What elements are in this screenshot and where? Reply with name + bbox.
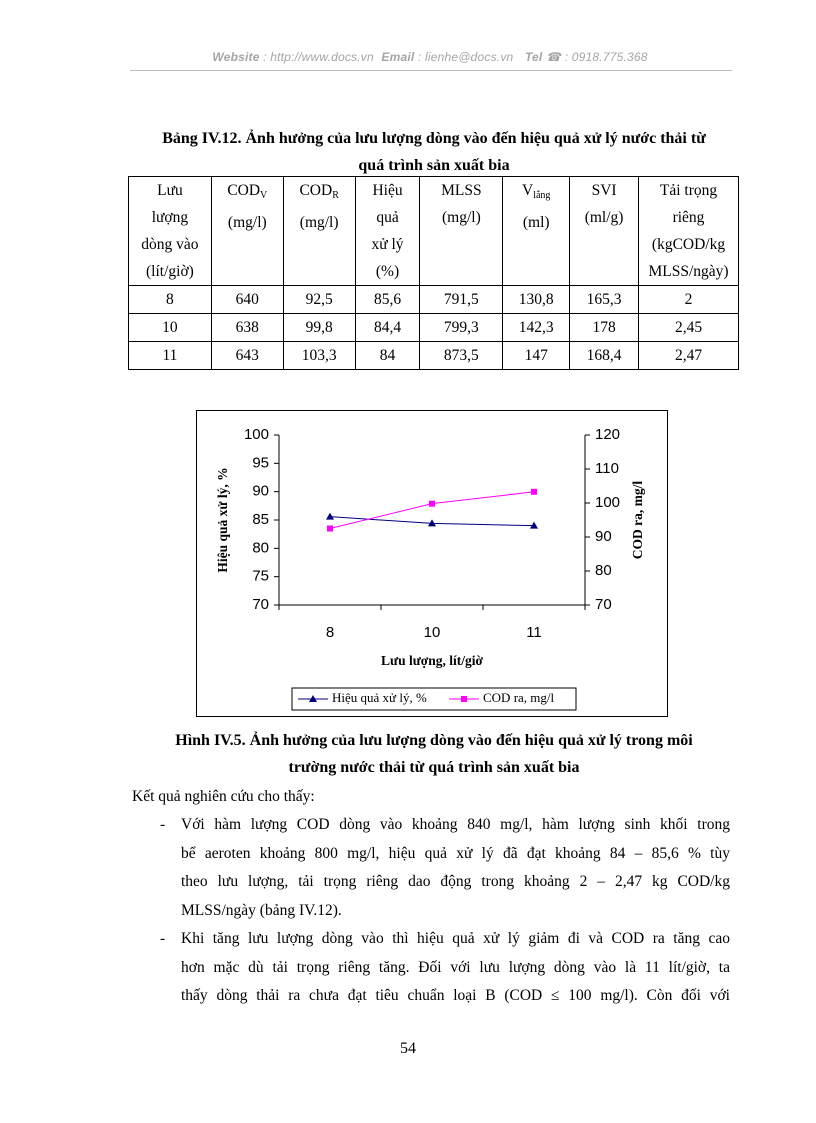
table-row (129, 342, 739, 370)
left-tick-label: 100 (243, 425, 269, 443)
table-header-row (129, 177, 739, 286)
right-tick-label: 120 (595, 425, 621, 443)
phone-icon: ☎ (546, 50, 562, 64)
data-point-efficiency (326, 513, 334, 520)
header-flow: Lưu lượng dòng vào (lít/giờ) (129, 177, 212, 286)
table-cell: 640 (211, 286, 283, 314)
page-header (128, 50, 732, 64)
header-settling-volume: $V_{lắng}$ (ml) (503, 177, 570, 286)
table-cell: 165,3 (570, 286, 639, 314)
table-cell: 791,5 (420, 286, 503, 314)
table-cell: 2,45 (639, 314, 739, 342)
tel-value: : 0918.775.368 (564, 50, 648, 64)
table-cell: 873,5 (420, 342, 503, 370)
table-cell: 130,8 (503, 286, 570, 314)
table-cell: 178 (570, 314, 639, 342)
table-cell: 11 (129, 342, 212, 370)
intro-paragraph: Kết quả nghiên cứu cho thấy: (132, 788, 315, 805)
table-cell: 2,47 (639, 342, 739, 370)
right-tick-label: 70 (595, 595, 612, 613)
figure-caption (128, 727, 740, 781)
header-specific-load: Tải trọng riêng (kgCOD/kg MLSS/ngày) (639, 177, 739, 286)
table-cell: 142,3 (503, 314, 570, 342)
header-divider (130, 70, 732, 71)
x-axis-label: Lưu lượng, lít/giờ (380, 653, 484, 668)
left-axis-label: Hiệu quả xử lý, % (215, 467, 230, 573)
table-caption-line-2: quá trình sản xuất bia (358, 157, 510, 174)
table-cell: 643 (211, 342, 283, 370)
right-axis-label: COD ra, mg/l (630, 480, 645, 560)
table-cell: 103,3 (283, 342, 355, 370)
table-cell: 84,4 (355, 314, 420, 342)
bullet-text-1: Với hàm lượng COD dòng vào khoảng 840 mg/l, hàm lượng sinh khối trong bể aeroten khoảng 800 mg/l, hiệu quả xử lý đã đạt khoảng 84 – 85,6 % tùy theo lưu lượng, tải trọng riêng dao động trong khoảng 2 – 2,47 kg COD/kg MLSS/ngày (bảng IV.12). (181, 816, 730, 919)
table-caption-line-1: Bảng IV.12. Ảnh hưởng của lưu lượng dòng vào đến hiệu quả xử lý nước thải từ (162, 130, 706, 147)
chart (197, 411, 667, 716)
data-point-cod-out (327, 526, 333, 532)
data-table (128, 176, 739, 370)
chart-legend (292, 688, 576, 710)
figure-caption-line-2: trường nước thải từ quá trình sản xuất bia (288, 759, 580, 776)
x-tick-label: 8 (325, 624, 335, 641)
left-tick-label: 85 (252, 510, 269, 528)
email-value: : lienhe@docs.vn (417, 50, 514, 64)
x-tick-label: 11 (526, 624, 542, 641)
tel-label: Tel (524, 50, 543, 64)
chart-frame (196, 410, 668, 717)
legend-marker-square (461, 696, 467, 702)
table-cell: 147 (503, 342, 570, 370)
left-tick-label: 90 (252, 482, 269, 500)
left-axis-ticks (244, 426, 279, 613)
table-cell: 799,3 (420, 314, 503, 342)
bullet-marker: - (160, 816, 166, 833)
page-number: 54 (400, 1040, 416, 1057)
right-tick-label: 110 (595, 459, 619, 477)
table-caption (128, 125, 740, 179)
table-cell: 2 (639, 286, 739, 314)
table-cell: 92,5 (283, 286, 355, 314)
figure-caption-line-1: Hình IV.5. Ảnh hưởng của lưu lượng dòng vào đến hiệu quả xử lý trong môi (175, 732, 693, 749)
x-tick-label: 10 (423, 624, 441, 641)
legend-label-cod-out: COD ra, mg/l (483, 689, 555, 705)
x-axis-ticks (279, 605, 585, 641)
table-cell: 638 (211, 314, 283, 342)
table-cell: 84 (355, 342, 420, 370)
table-cell: 168,4 (570, 342, 639, 370)
table-cell: 85,6 (355, 286, 420, 314)
data-point-cod-out (429, 501, 435, 507)
legend-label-efficiency: Hiệu quả xử lý, % (332, 689, 427, 705)
right-axis-ticks (585, 426, 620, 613)
email-label: Email (381, 50, 415, 64)
header-cod-out: $COD_R$ (mg/l) (283, 177, 355, 286)
website-value: : http://www.docs.vn (263, 50, 374, 64)
table-row (129, 286, 739, 314)
chart-series (326, 489, 538, 532)
bullet-marker: - (160, 930, 166, 947)
left-tick-label: 70 (252, 595, 269, 613)
right-tick-label: 90 (595, 527, 612, 545)
table-row (129, 314, 739, 342)
table-cell: 10 (129, 314, 212, 342)
header-efficiency: Hiệu quả xử lý (%) (355, 177, 420, 286)
right-tick-label: 100 (595, 493, 621, 511)
header-svi: SVI (ml/g) (570, 177, 639, 286)
right-tick-label: 80 (595, 561, 612, 579)
website-label: Website (212, 50, 260, 64)
left-tick-label: 80 (252, 539, 269, 557)
bullet-text-2: Khi tăng lưu lượng dòng vào thì hiệu quả xử lý giảm đi và COD ra tăng cao hơn mặc dù tải trọng riêng tăng. Đối với lưu lượng dòng vào là 11 lít/giờ, ta thấy dòng thải ra chưa đạt tiêu chuẩn loại B (COD ≤ 100 mg/l). Còn đối với (181, 930, 730, 1004)
left-tick-label: 75 (252, 567, 269, 585)
header-cod-in: $COD_V$ (mg/l) (211, 177, 283, 286)
header-mlss: MLSS (mg/l) (420, 177, 503, 286)
table-cell: 8 (129, 286, 212, 314)
left-tick-label: 95 (252, 454, 269, 472)
data-point-cod-out (531, 489, 537, 495)
table-cell: 99,8 (283, 314, 355, 342)
